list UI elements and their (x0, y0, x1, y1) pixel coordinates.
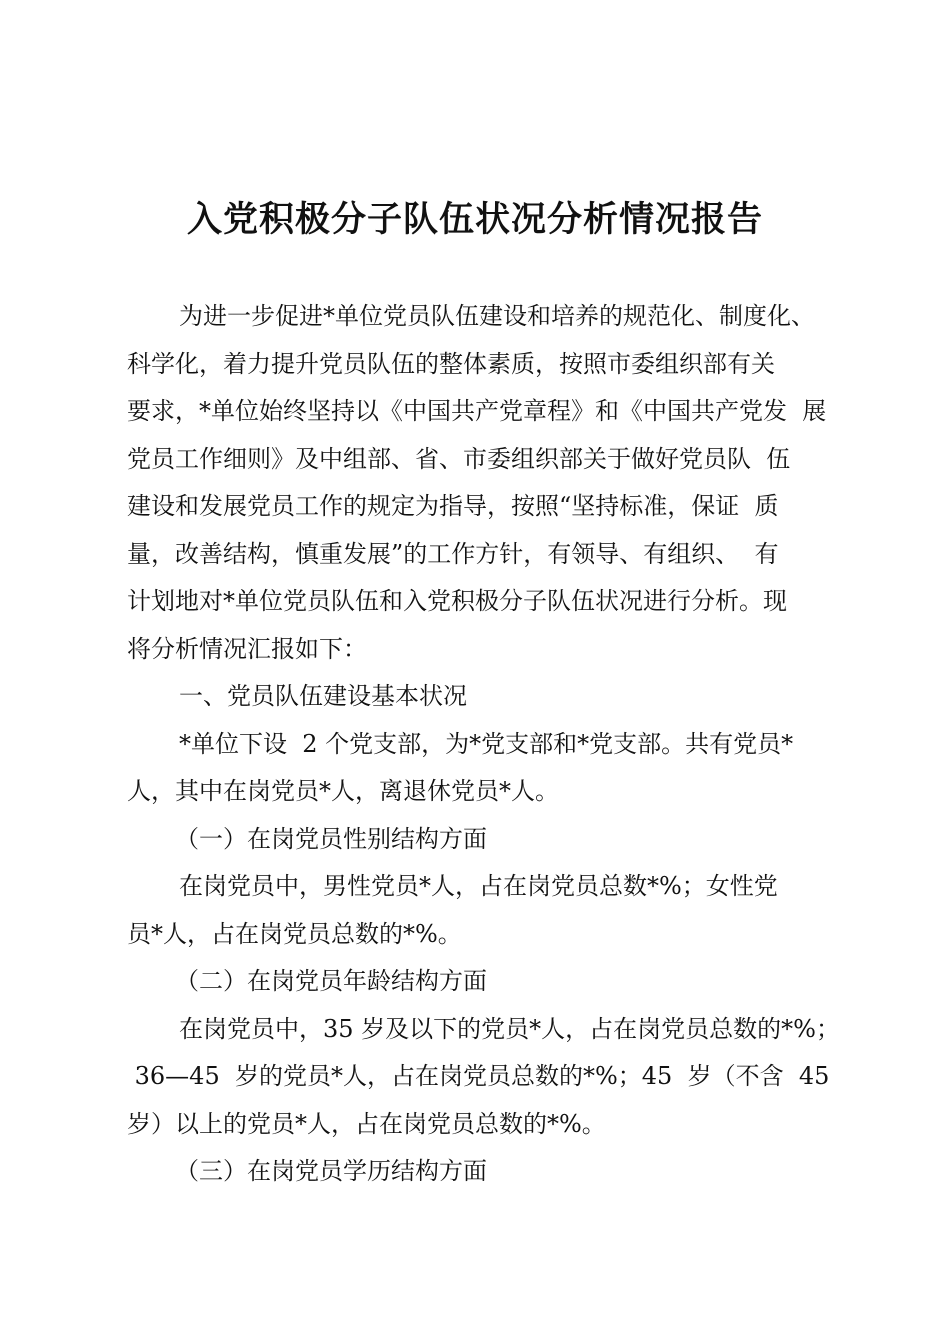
section-heading: 一、党员队伍建设基本状况 (179, 682, 467, 710)
document-body (127, 293, 840, 1196)
paragraph-line: 员*人，占在岗党员总数的*%。 (127, 919, 462, 948)
document-title: 入党积极分子队伍状况分析情况报告 (186, 199, 763, 240)
paragraph-line: 计划地对*单位党员队伍和入党积极分子队伍状况进行分析。现 (127, 587, 787, 615)
subsection-heading: （一）在岗党员性别结构方面 (175, 824, 487, 853)
paragraph-line: *单位下设 2 个党支部，为*党支部和*党支部。共有党员* (179, 729, 794, 758)
paragraph-line: 在岗党员中，35 岁及以下的党员*人，占在岗党员总数的*%； (179, 1014, 840, 1043)
paragraph-line: 人，其中在岗党员*人，离退休党员*人。 (127, 777, 559, 805)
subsection-heading: （二）在岗党员年龄结构方面 (175, 967, 487, 995)
paragraph-line: 党员工作细则》及中组部、省、市委组织部关于做好党员队 伍 (127, 444, 791, 473)
paragraph-line: 36—45 岁的党员*人，占在岗党员总数的*%；45 岁（不含 45 (127, 1062, 830, 1090)
paragraph-line: 岁）以上的党员*人，占在岗党员总数的*%。 (127, 1109, 606, 1138)
paragraph-line: 量，改善结构，慎重发展”的工作方针，有领导、有组织、 有 (127, 539, 779, 568)
paragraph-line: 科学化，着力提升党员队伍的整体素质，按照市委组织部有关 (127, 349, 775, 378)
paragraph-line: 要求，*单位始终坚持以《中国共产党章程》和《中国共产党发 展 (127, 397, 827, 425)
paragraph-line: 建设和发展党员工作的规定为指导，按照“坚持标准，保证 质 (127, 492, 779, 520)
paragraph-line: 为进一步促进*单位党员队伍建设和培养的规范化、制度化、 (179, 302, 815, 330)
subsection-heading: （三）在岗党员学历结构方面 (175, 1157, 487, 1185)
paragraph-line: 将分析情况汇报如下： (127, 634, 367, 663)
paragraph-line: 在岗党员中，男性党员*人，占在岗党员总数*%；女性党 (179, 872, 778, 900)
